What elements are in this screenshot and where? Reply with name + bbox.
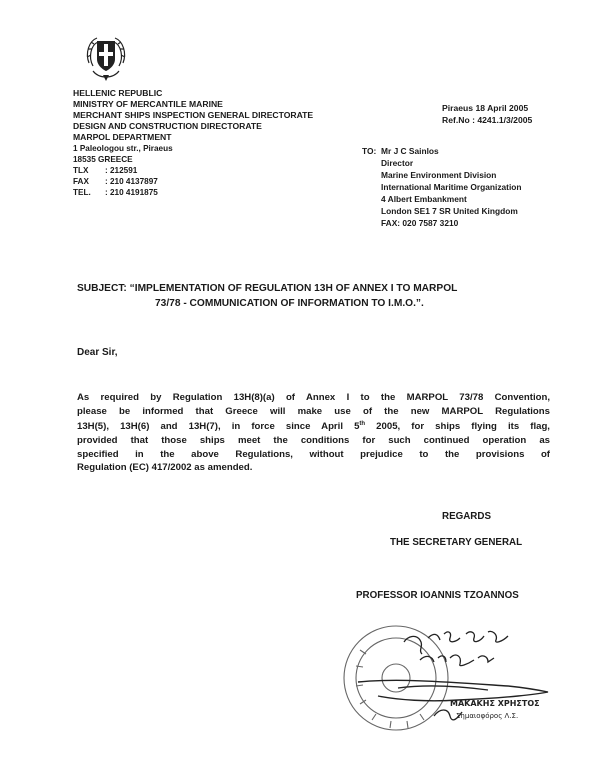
- sender-line: MARPOL DEPARTMENT: [73, 132, 172, 142]
- salutation: Dear Sir,: [77, 347, 118, 358]
- body-line: specified in the above Regulations, without prejudice to the provisions of: [77, 448, 550, 460]
- body-line: Regulation (EC) 417/2002 as amended.: [77, 462, 253, 474]
- sender-block: [73, 88, 313, 198]
- recipient-line: Marine Environment Division: [381, 170, 497, 180]
- contact-value: : 210 4137897: [105, 177, 158, 186]
- contact-value: : 210 4191875: [105, 188, 158, 197]
- contact-tlx: [73, 165, 313, 176]
- letter-date: Piraeus 18 April 2005: [442, 103, 529, 113]
- contact-label: FAX: [73, 177, 89, 186]
- recipient-line: FAX: 020 7587 3210: [381, 218, 459, 228]
- subject-text: SUBJECT: “IMPLEMENTATION OF REGULATION 13H OF ANNEX I TO MARPOL: [77, 283, 458, 294]
- subject-line: [77, 281, 457, 311]
- recipient-line: International Maritime Organization: [381, 182, 522, 192]
- body-paragraph: [77, 391, 550, 475]
- name-stamp-text: ΜΑΚΑΚΗΣ ΧΡΗΣΤΟΣ: [450, 699, 540, 708]
- body-line: As required by Regulation 13H(8)(a) of Annex I to the MARPOL 73/78 Convention,: [77, 392, 550, 403]
- sender-line: MINISTRY OF MERCANTILE MARINE: [73, 99, 223, 109]
- sender-line: HELLENIC REPUBLIC: [73, 88, 163, 98]
- contact-fax: [73, 176, 313, 187]
- recipient-line: London SE1 7 SR United Kingdom: [381, 206, 518, 216]
- recipient-line: Mr J C Sainlos: [381, 146, 439, 156]
- contact-label: TEL.: [73, 188, 91, 197]
- body-line: provided that those ships meet the conditions for such continued operation as: [77, 434, 550, 446]
- ordinal-suffix: th: [359, 421, 366, 428]
- body-text: 13H(5), 13H(6) and 13H(7), in force since April 5: [77, 421, 360, 433]
- address-line: 1 Paleologou str., Piraeus: [73, 144, 173, 153]
- official-stamp-signature: [338, 620, 568, 760]
- reference-number: Ref.No : 4241.1/3/2005: [442, 115, 533, 125]
- contact-tel: [73, 187, 313, 198]
- signatory-name: PROFESSOR IOANNIS TZOANNOS: [356, 590, 519, 601]
- body-line: [77, 418, 550, 434]
- closing-regards: REGARDS: [442, 511, 491, 522]
- body-line: please be informed that Greece will make use of the new MARPOL Regulations: [77, 405, 550, 417]
- to-label: TO:: [362, 146, 377, 156]
- rank-stamp-text: Σημαιοφόρος Λ.Σ.: [456, 712, 519, 720]
- sender-line: MERCHANT SHIPS INSPECTION GENERAL DIRECTORATE: [73, 110, 314, 120]
- date-reference-block: [442, 102, 532, 126]
- signatory-title: THE SECRETARY GENERAL: [390, 537, 523, 548]
- sender-line: DESIGN AND CONSTRUCTION DIRECTORATE: [73, 121, 262, 131]
- contact-value: : 212591: [105, 166, 138, 175]
- body-text: 2005, for ships flying its flag,: [365, 421, 550, 433]
- recipient-line: 4 Albert Embankment: [381, 194, 467, 204]
- address-line: 18535 GREECE: [73, 155, 133, 164]
- recipient-line: Director: [381, 158, 414, 168]
- subject-text: 73/78 - COMMUNICATION OF INFORMATION TO I.M.O.”.: [155, 298, 424, 309]
- greek-coat-of-arms-icon: [83, 33, 129, 83]
- contact-label: TLX: [73, 166, 89, 175]
